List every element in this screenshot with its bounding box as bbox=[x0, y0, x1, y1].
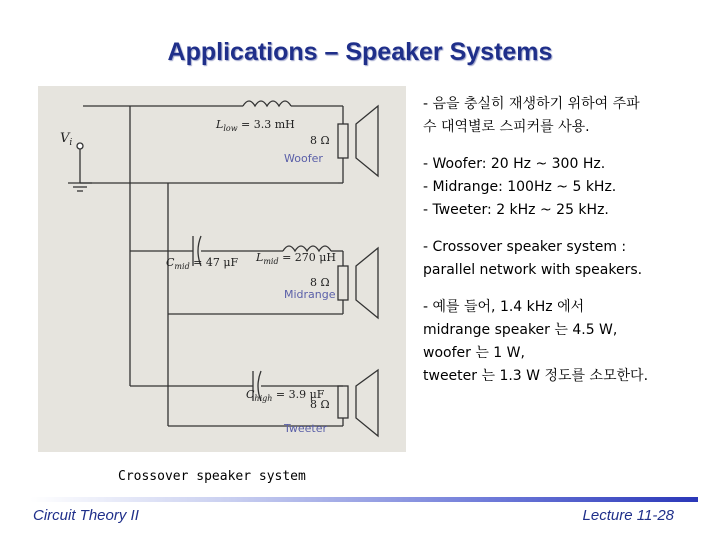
bullet-block-ranges bbox=[423, 153, 715, 222]
footer-lecture-number: Lecture 11-28 bbox=[582, 507, 674, 524]
source-terminal-top bbox=[77, 143, 83, 149]
bullet-block-purpose bbox=[423, 93, 715, 139]
mid-ohm-label: 8 Ω bbox=[310, 276, 330, 289]
bullet-line: parallel network with speakers. bbox=[423, 262, 643, 278]
crossover-circuit-figure bbox=[38, 86, 406, 452]
footer-course-name: Circuit Theory II bbox=[33, 507, 139, 524]
cmid-label: $C_{mid} = 47$ μF bbox=[166, 256, 239, 271]
llow-label: $L_{low} = 3.3$ mH bbox=[216, 118, 295, 133]
bullet-line: - Tweeter: 2 kHz ~ 25 kHz. bbox=[423, 202, 609, 218]
bullet-line: - 예를 들어, 1.4 kHz 에서 bbox=[423, 299, 585, 315]
lmid-label: $L_{mid} = 270$ μH bbox=[256, 251, 337, 266]
bullet-line: tweeter 는 1.3 W 정도를 소모한다. bbox=[423, 368, 649, 384]
bullet-list bbox=[423, 93, 715, 402]
slide-title: Applications – Speaker Systems bbox=[167, 38, 553, 66]
bullet-line: - Midrange: 100Hz ~ 5 kHz. bbox=[423, 179, 617, 195]
tweeter-ohm-label: 8 Ω bbox=[310, 398, 330, 411]
chigh-label: $C_{high} = 3.9$ μF bbox=[246, 388, 325, 403]
tweeter-label: Tweeter bbox=[284, 422, 328, 435]
bullet-line: - Woofer: 20 Hz ~ 300 Hz. bbox=[423, 156, 606, 172]
vi-label: $V_i$ bbox=[60, 131, 73, 148]
bullet-line: 수 대역별로 스피커를 사용. bbox=[423, 119, 590, 135]
bullet-line: - Crossover speaker system : bbox=[423, 239, 627, 255]
midrange-label: Midrange bbox=[284, 288, 336, 301]
bullet-block-example bbox=[423, 296, 715, 388]
woofer-label: Woofer bbox=[284, 152, 323, 165]
woofer-ohm-label: 8 Ω bbox=[310, 134, 330, 147]
footer-divider-bar bbox=[30, 497, 698, 502]
bullet-line: - 음을 충실히 재생하기 위하여 주파 bbox=[423, 96, 640, 112]
bullet-line: woofer 는 1 W, bbox=[423, 345, 525, 361]
bullet-line: midrange speaker 는 4.5 W, bbox=[423, 322, 618, 338]
figure-caption: Crossover speaker system bbox=[118, 469, 306, 484]
figure-background bbox=[38, 86, 406, 452]
bullet-block-crossover bbox=[423, 236, 715, 282]
